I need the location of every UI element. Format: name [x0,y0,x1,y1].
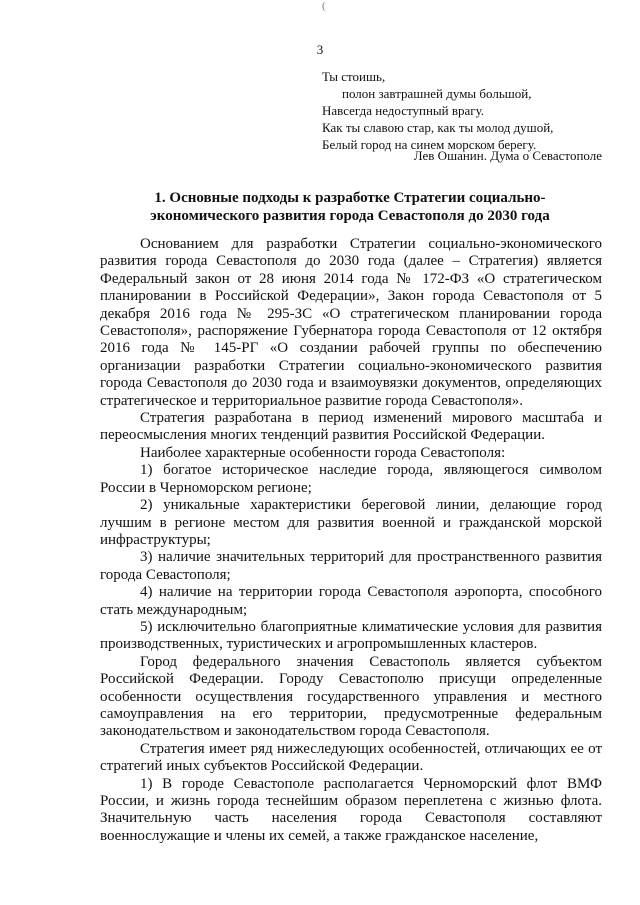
paragraph: Стратегия имеет ряд нижеследующих особенностей, отличающих ее от стратегий иных субъектов Российской Федерации. [100,740,602,775]
epigraph-line: полон завтрашней думы большой, [342,86,532,101]
epigraph-author: Лев Ошанин. Дума о Севастополе [413,148,602,163]
paragraph: Наиболее характерные особенности города Севастополя: [140,444,506,461]
section-heading-line: 1. Основные подходы к разработке Стратегии социально- [154,190,546,206]
scan-mark: ( [322,0,326,12]
section-heading [100,189,600,225]
list-item: 1) В городе Севастополе располагается Черноморский флот ВМФ России, и жизнь города теснейшим образом переплетена с жизнью флота. Значительную часть населения города Севастополя составляют военнослужащие и члены их семей, а также гражданское население, [100,775,602,844]
epigraph-line: Ты стоишь, [322,69,386,84]
body-text [100,236,602,845]
list-item: 1) богатое историческое наследие города, являющегося символом России в Черноморском регионе; [100,462,602,496]
list-item: 5) исключительно благоприятные климатические условия для развития производственных, туристических и агропромышленных кластеров. [100,618,602,653]
list-item: 2) уникальные характеристики береговой линии, делающие город лучшим в регионе местом для развития военной и гражданской морской инфраструктуры; [100,497,602,548]
epigraph-line: Как ты славою стар, как ты молод душой, [322,120,554,135]
list-item: 4) наличие на территории города Севастополя аэропорта, способного стать международным; [100,584,602,618]
epigraph-line: Навсегда недоступный врагу. [322,103,485,118]
epigraph [322,68,553,153]
paragraph: Стратегия разработана в период изменений мирового масштаба и переосмысления многих тенденций развития Российской Федерации. [100,410,602,444]
paragraph: Город федерального значения Севастополь является субъектом Российской Федерации. Городу Севастополю присущи определенные особенности осуществления государственного управления и местного самоуправления на его территории, предусмотренные федеральным законодательством и законодательством города Севастополя. [100,653,602,740]
paragraph: Основанием для разработки Стратегии социально-экономического развития города Севастополя до 2030 года (далее – Стратегия) является Федеральный закон от 28 июня 2014 года № 172-ФЗ «О стратегическом планировании в Российской Федерации», Закон города Севастополя от 5 декабря 2016 года № 295-ЗС «О стратегическом планировании города Севастополя», распоряжение Губернатора города Севастополя от 12 октября 2016 года № 145-РГ «О создании рабочей группы по обеспечению организации разработки Стратегии социально-экономического развития города Севастополя до 2030 года и взаимоувязки документов, определяющих стратегическое и территориальное развитие города Севастополя». [100,236,602,409]
page-number: 3 [316,42,324,57]
list-item: 3) наличие значительных территорий для пространственного развития города Севастополя; [100,549,602,583]
section-heading-line: экономического развития города Севастополя до 2030 года [150,208,550,224]
epigraph-line: Белый город на синем морском берегу. [322,137,537,152]
